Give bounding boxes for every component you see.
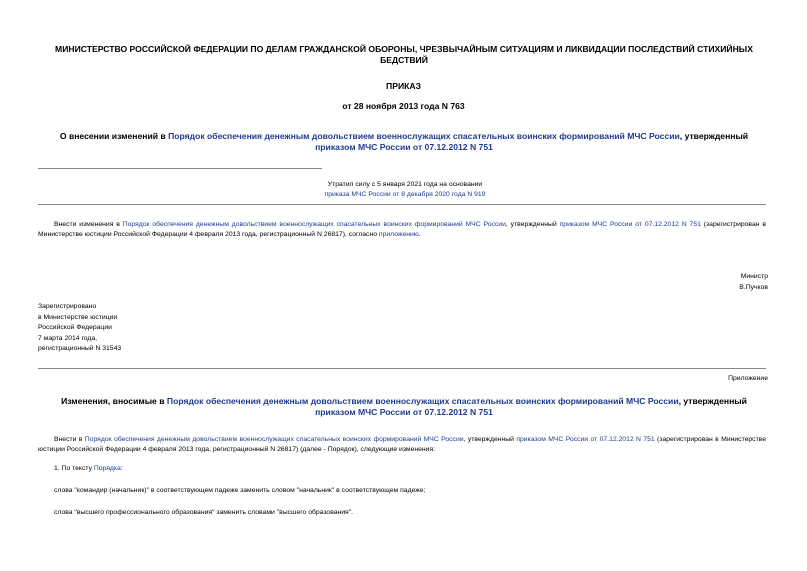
changes-title-middle: , утвержденный: [678, 396, 747, 406]
change-item-2: слова "командир (начальник)" в соответствующем падеже заменить словом "начальник" в соответствующем падеже;: [54, 487, 426, 494]
registration-line: 7 марта 2014 года,: [38, 334, 98, 342]
document-title: [44, 131, 764, 153]
signature-block: [600, 271, 768, 293]
intro-text: .: [418, 231, 421, 238]
registration-line: Российской Федерации: [38, 324, 112, 331]
title-link-order[interactable]: приказом МЧС России от 07.12.2012 N 751: [315, 142, 493, 152]
ministry-heading: МИНИСТЕРСТВО РОССИЙСКОЙ ФЕДЕРАЦИИ ПО ДЕЛАМ ГРАЖДАНСКОЙ ОБОРОНЫ, ЧРЕЗВЫЧАЙНЫМ СИТУАЦИЯМ И ЛИКВИДАЦИИ ПОСЛЕДСТВИЙ СТИХИЙНЫХ БЕДСТВИЙ: [55, 44, 753, 65]
change-item-3: слова "высшего профессионального образования" заменить словами "высшего образования".: [54, 509, 354, 516]
title-link-procedure[interactable]: Порядок обеспечения денежным довольствием военнослужащих спасательных воинских формирований МЧС России: [168, 131, 680, 141]
body-text: (зарегистрирован в Министерстве юстиции Российской Федерации 4 февраля 2013 года, регистрационный N 26817) (далее - Порядок), следующие изменения:: [38, 436, 766, 453]
intro-text: Внести изменения в: [54, 221, 123, 228]
title-prefix: О внесении изменений в: [59, 131, 169, 141]
change-item-link-procedure[interactable]: Порядка: [93, 465, 121, 472]
body-text: , утвержденный: [463, 436, 517, 443]
body-text: Внести в: [54, 436, 85, 443]
registration-line: в Министерстве юстиции: [38, 313, 118, 321]
appendix-label: Приложение: [728, 375, 768, 382]
title-middle: , утвержденный: [679, 131, 749, 141]
intro-paragraph: [38, 220, 766, 240]
intro-link-appendix[interactable]: приложению: [378, 231, 419, 238]
body-link-order[interactable]: приказом МЧС России от 07.12.2012 N 751: [516, 436, 655, 443]
registration-block: [38, 302, 238, 355]
intro-link-procedure[interactable]: Порядок обеспечения денежным довольствием военнослужащих спасательных воинских формирований МЧС России: [122, 221, 506, 228]
body-link-procedure[interactable]: Порядок обеспечения денежным довольствием военнослужащих спасательных воинских формирований МЧС России: [84, 436, 464, 443]
changes-title: [44, 396, 764, 418]
changes-body-paragraph: [38, 435, 766, 455]
divider: [38, 168, 322, 169]
change-item-text: 1. По тексту: [54, 465, 94, 472]
registration-line: Зарегистрировано: [38, 303, 97, 310]
order-label: ПРИКАЗ: [386, 81, 421, 91]
intro-link-order[interactable]: приказом МЧС России от 07.12.2012 N 751: [559, 221, 701, 228]
divider: [38, 368, 766, 369]
signature-name: В.Пучков: [739, 284, 768, 291]
changes-title-prefix: Изменения, вносимые в: [61, 396, 167, 406]
intro-text: , утвержденный: [505, 221, 560, 228]
lost-force-note: [300, 180, 510, 200]
lost-force-link[interactable]: приказа МЧС России от 8 декабря 2020 года N 919: [324, 191, 486, 198]
registration-line: регистрационный N 31543: [38, 345, 122, 352]
changes-title-link-procedure[interactable]: Порядок обеспечения денежным довольствием военнослужащих спасательных воинских формирований МЧС России: [166, 396, 679, 406]
order-date: от 28 ноября 2013 года N 763: [342, 101, 465, 111]
lost-force-text: Утратил силу с 5 января 2021 года на основании: [327, 181, 483, 188]
changes-title-link-order[interactable]: приказом МЧС России от 07.12.2012 N 751: [315, 407, 493, 417]
change-item-text: :: [120, 465, 123, 472]
intro-text: (зарегистрирован в Министерстве юстиции Российской Федерации 4 февраля 2013 года, регистрационный N 26817), согласно: [38, 221, 766, 238]
change-item-1: [54, 465, 123, 472]
divider: [38, 204, 766, 205]
signature-role: Министр: [740, 273, 768, 280]
